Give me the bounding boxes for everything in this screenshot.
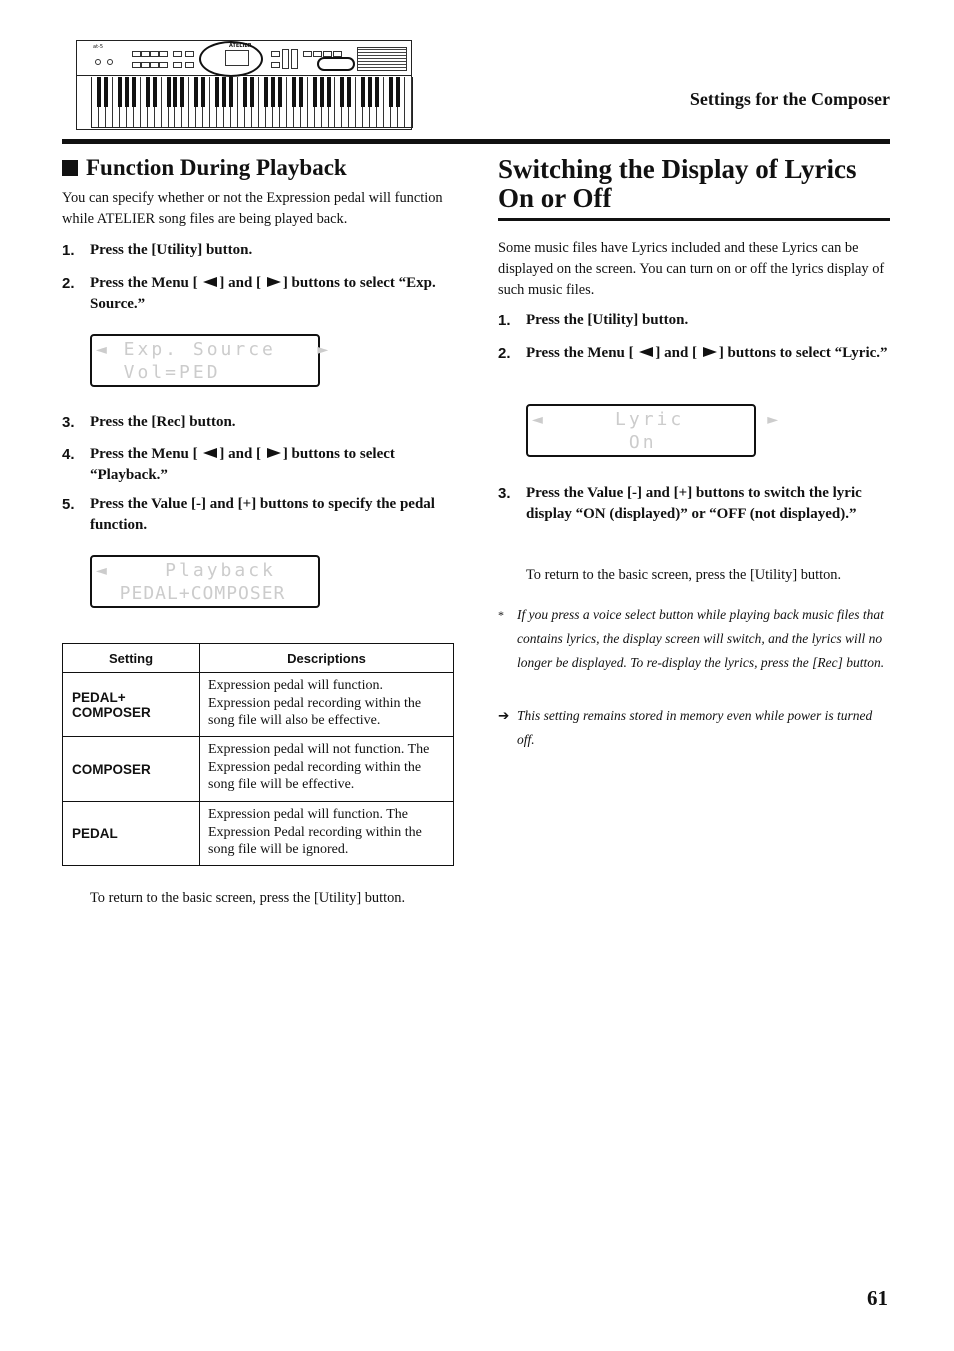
header-section-title: Settings for the Composer [689,89,890,109]
keyboard-control-panel [77,41,411,76]
black-key [278,77,282,107]
screen-graphic [357,47,407,71]
highlight-oval-buttons [317,57,355,71]
left-step-5: 5. Press the Value [-] and [+] buttons to specify the pedal function. [62,496,435,533]
black-key [264,77,268,107]
setting-cell: PEDAL+ COMPOSER [63,673,200,737]
menu-right-arrow-icon [703,347,717,357]
black-key [375,77,379,107]
black-key [368,77,372,107]
menu-left-arrow-icon [203,448,217,458]
right-step-3: 3. Press the Value [-] and [+] buttons to switch the lyric display “ON (displayed)” or “OFF (not displayed).” [498,485,862,522]
setting-cell: COMPOSER [63,737,200,802]
arrow-right-icon: ➔ [498,708,510,723]
black-key [347,77,351,107]
left-return-note: To return to the basic screen, press the [Utility] button. [90,890,406,906]
table-header-setting: Setting [63,644,200,673]
black-key [361,77,365,107]
description-cell: Expression pedal will function. The Expression Pedal recording within the song file will be ignored. [200,802,454,866]
black-key [313,77,317,107]
black-key [153,77,157,107]
table-row [63,673,454,737]
atelier-logo: ATELIER [229,43,252,49]
black-key [340,77,344,107]
playback-settings-table [62,643,454,866]
square-bullet-icon [62,160,78,176]
left-intro: You can specify whether or not the Expression pedal will function while ATELIER song files are being played back. [62,190,443,227]
heading-rule [498,218,890,221]
black-key [396,77,400,107]
keyboard-illustration [76,40,412,130]
note-arrow: ➔ This setting remains stored in memory even while power is turned off. [498,704,890,752]
header-rule [62,139,890,144]
setting-cell: PEDAL [63,802,200,866]
menu-left-arrow-icon [639,347,653,357]
black-key [299,77,303,107]
left-step-4: 4. Press the Menu [ ] and [ ] buttons to select “Playback.” [62,446,395,483]
function-during-playback-heading [62,155,347,181]
page-number: 61 [867,1286,888,1310]
left-step-1: 1. Press the [Utility] button. [62,242,253,259]
left-step-3: 3. Press the [Rec] button. [62,414,236,431]
black-key [173,77,177,107]
black-key [167,77,171,107]
black-key [180,77,184,107]
note-star: * If you press a voice select button while playing back music files that contains lyrics, the display screen will switch, and the lyrics will no longer be displayed. To re-display the lyrics, press the [Rec] button. [498,603,890,675]
description-cell: Expression pedal will not function. The Expression pedal recording within the song file will be effective. [200,737,454,802]
black-key [292,77,296,107]
black-key [271,77,275,107]
asterisk-mark: * [498,608,504,622]
description-cell: Expression pedal will function. Expression pedal recording within the song file will also be effective. [200,673,454,737]
left-step-2: 2. Press the Menu [ ] and [ ] buttons to select “Exp. Source.” [62,275,436,312]
black-key [215,77,219,107]
black-key [125,77,129,107]
menu-left-arrow-icon [203,277,217,287]
black-key [118,77,122,107]
black-key [146,77,150,107]
black-key [229,77,233,107]
black-key [327,77,331,107]
lcd-display-lyric: ◄ Lyric ► On [526,404,756,457]
right-step-2: 2. Press the Menu [ ] and [ ] buttons to select “Lyric.” [498,345,888,362]
black-key [222,77,226,107]
keyboard-keys [91,77,413,128]
black-key [320,77,324,107]
lcd-display-playback: ◄ Playback PEDAL+COMPOSER [90,555,320,608]
black-key [97,77,101,107]
black-key [389,77,393,107]
table-header-descriptions: Descriptions [200,644,454,673]
black-key [201,77,205,107]
lcd-display-exp-source: ◄ Exp. Source ► Vol=PED [90,334,320,387]
black-key [132,77,136,107]
heading-text: Function During Playback [86,155,347,180]
menu-right-arrow-icon [267,277,281,287]
black-key [250,77,254,107]
model-label: at-5 [93,44,104,50]
right-return-note: To return to the basic screen, press the [Utility] button. [526,567,842,583]
table-row [63,737,454,802]
white-key [405,77,412,127]
black-key [194,77,198,107]
right-step-1: 1. Press the [Utility] button. [498,312,689,329]
table-row [63,802,454,866]
black-key [243,77,247,107]
menu-right-arrow-icon [267,448,281,458]
black-key [104,77,108,107]
switching-lyrics-heading: Switching the Display of Lyrics On or Off [498,154,857,213]
right-intro: Some music files have Lyrics included and these Lyrics can be displayed on the screen. You can turn on or off the lyrics display of such music files. [498,240,885,298]
